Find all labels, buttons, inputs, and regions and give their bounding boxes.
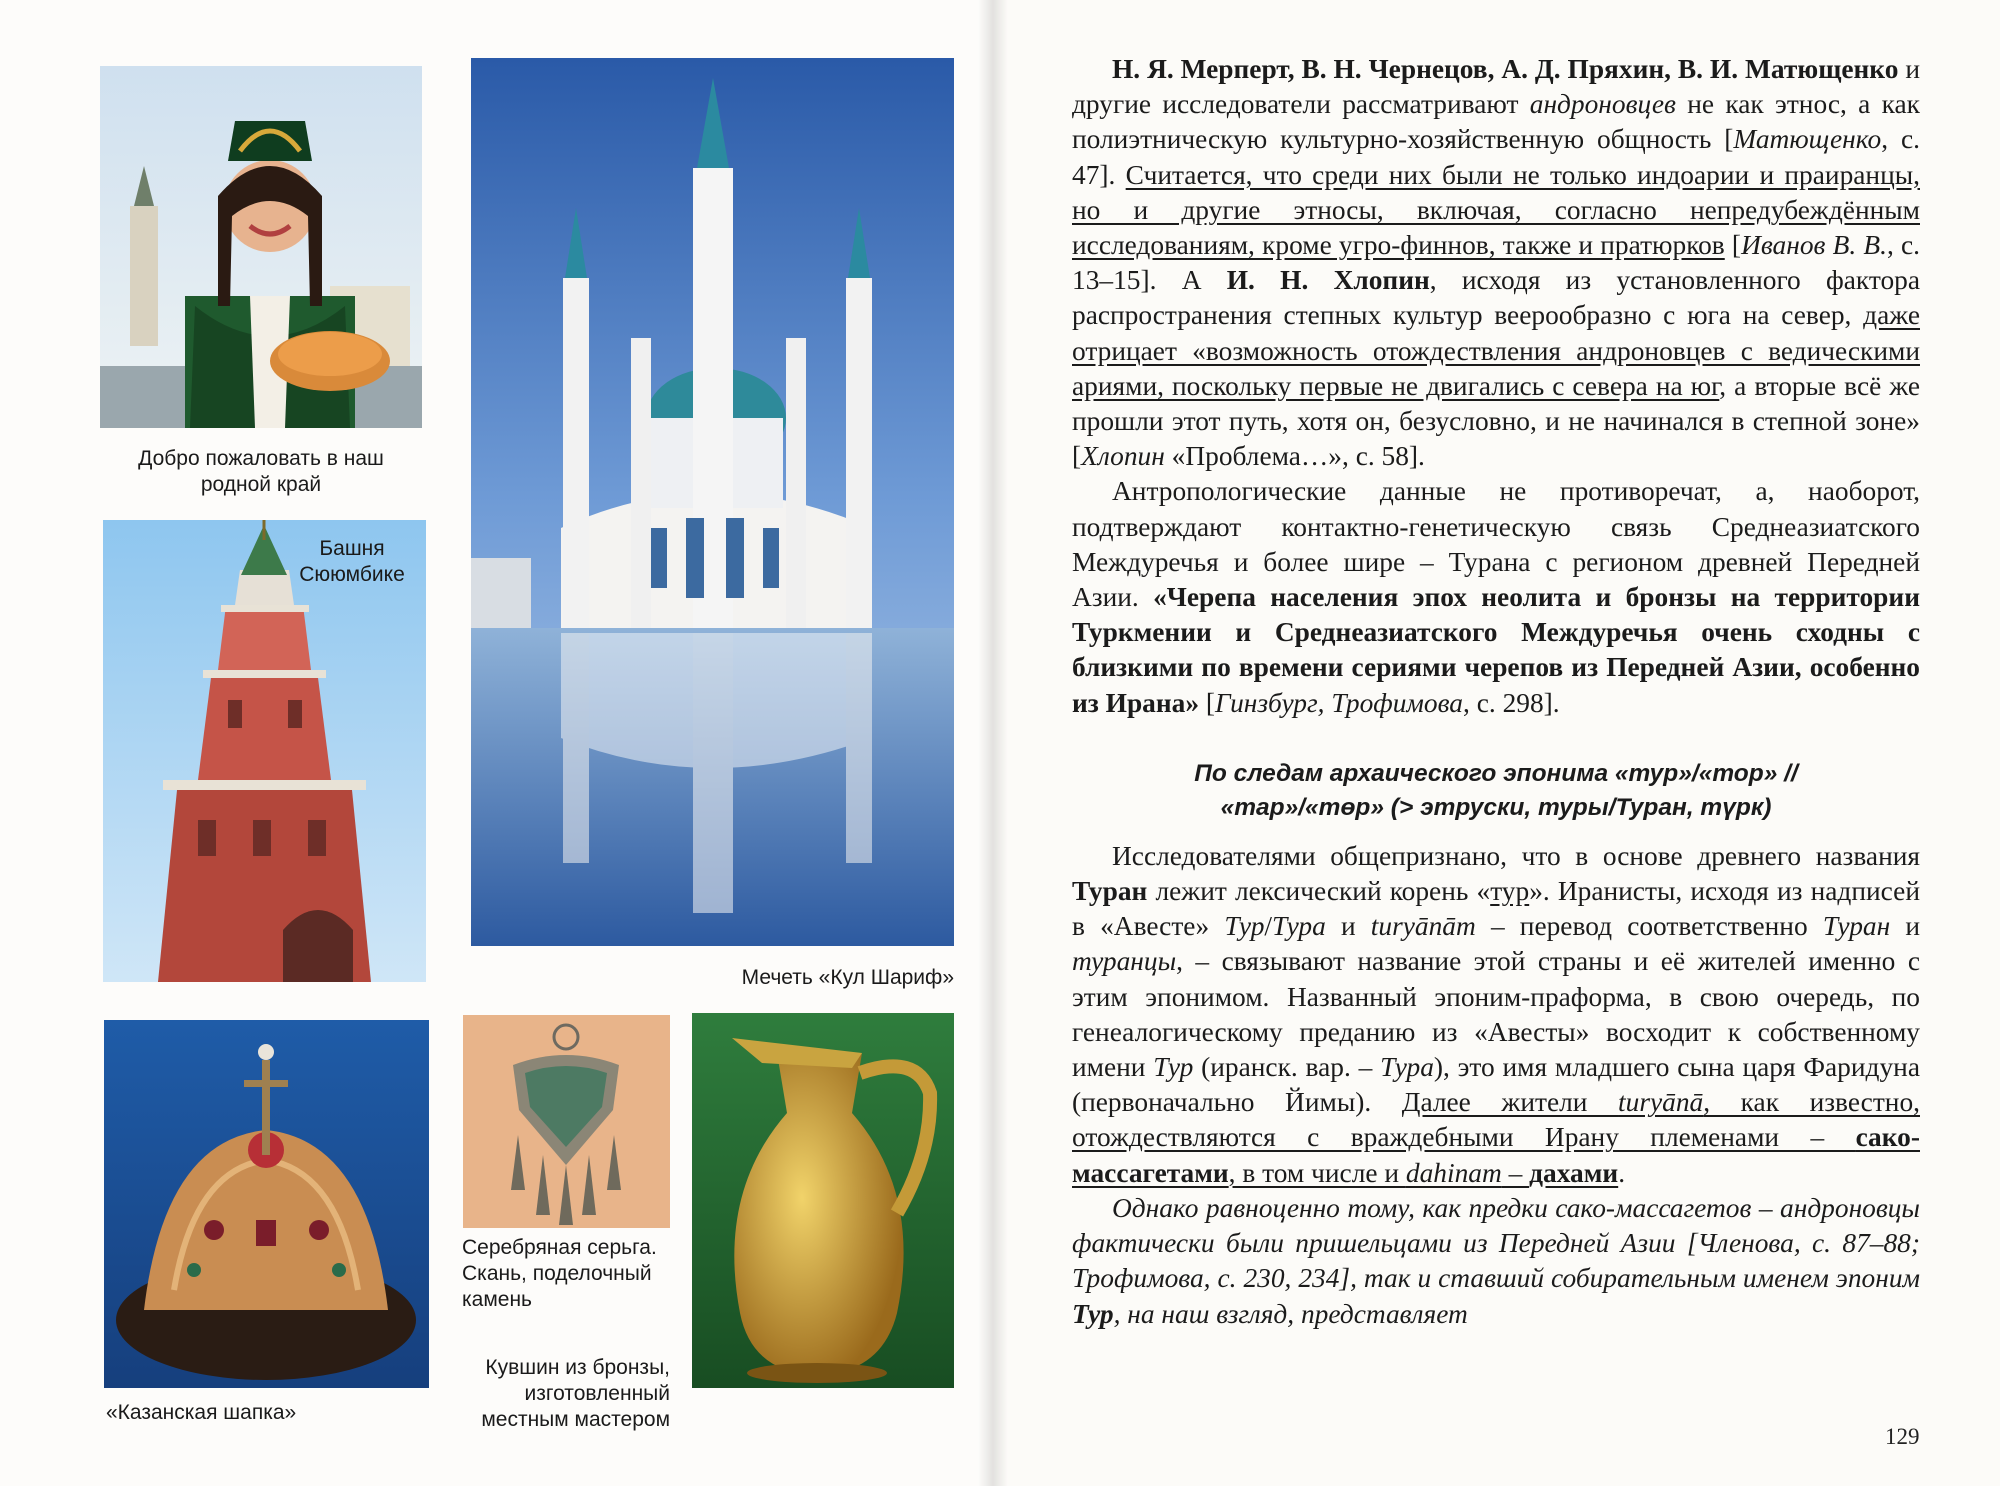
photo-bronze-jug bbox=[692, 1013, 954, 1388]
photo-kul-sharif-mosque bbox=[471, 58, 954, 946]
caption-jug: Кувшин из бронзы, изготовленный местным мастером bbox=[481, 1356, 670, 1431]
photo-silver-earring bbox=[463, 1015, 670, 1228]
caption-mosque: Мечеть «Кул Шариф» bbox=[741, 966, 954, 989]
main-text bbox=[1072, 52, 1920, 1332]
photo-kazan-hat bbox=[104, 1020, 429, 1388]
book-gutter bbox=[978, 0, 1008, 1486]
caption-earring: Серебряная серьга. Скань, поделочный камень bbox=[462, 1236, 657, 1311]
paragraph-4: Однако равноценно тому, как предки сако-массагетов – андроновцы фактически были пришельцами из Передней Азии [Членова, с. 87–88; Трофимова, с. 230, 234], так и ставший собирательным именем эпоним Тур, на наш взгляд, представляет bbox=[1072, 1192, 1920, 1329]
photo-syuyumbike-tower bbox=[103, 520, 426, 982]
paragraph-3: Исследователями общепризнано, что в основе древнего названия Туран лежит лексический корень «тур». Иранисты, исходя из надписей в «Авесте» Тур/Тура и turyānām – перевод соответственно Туран и туранцы, – связывают название этой страны и её жителей именно с этим эпонимом. Названный эпоним-праформа, в свою очередь, по генеалогическому преданию из «Авесты» восходит к собственному имени Тур (иранск. вар. – Тура), это имя младшего сына царя Фаридуна (первоначально Йимы). Далее жители turyānā, как известно, отождествляются с враждебными Ирану племенами – сако-массагетами, в том числе и dahinam – дахами. bbox=[1072, 840, 1921, 1188]
caption-welcome: Добро пожаловать в наш родной край bbox=[138, 447, 384, 496]
page-number: 129 bbox=[1885, 1424, 1920, 1449]
photo-girl-national-costume bbox=[100, 66, 422, 428]
caption-tower: Башня Сююмбике bbox=[299, 537, 405, 586]
section-heading: По следам архаического эпонима «тур»/«тор» // «тар»/«төр» (> этруски, туры/Туран, түрк) bbox=[1194, 759, 1798, 821]
caption-hat: «Казанская шапка» bbox=[106, 1401, 297, 1424]
paragraph-1: Н. Я. Мерперт, В. Н. Чернецов, А. Д. Пряхин, В. И. Матющенко и другие исследователи рассматривают андроновцев не как этнос, а как полиэтническую культурно-хозяйственную общность [Матющенко, с. 47]. Считается, что среди них были не только индоарии и праиранцы, но и другие этносы, включая, согласно непредубеждённым исследованиям, кроме угро-финнов, также и пратюрков [Иванов В. В., с. 13–15]. А И. Н. Хлопин, исходя из установленного фактора распространения степных культур веерообразно с юга на север, даже отрицает «возможность отождествления андроновцев с ведическими ариями, поскольку первые не двигались с севера на юг, а вторые всё же прошли этот путь, хотя он, безусловно, и не начинался в степной зоне» [Хлопин «Проблема…», с. 58]. bbox=[1072, 54, 1920, 472]
paragraph-2: Антропологические данные не противоречат, а, наоборот, подтверждают контактно-генетическую связь Среднеазиатского Междуречья и более шире – Турана с регионом древней Передней Азии. «Черепа населения эпох неолита и бронзы на территории Туркмении и Среднеазиатского Междуречья очень сходны с близкими по времени сериями черепов из Передней Азии, особенно из Ирана» [Гинзбург, Трофимова, с. 298]. bbox=[1072, 476, 1920, 718]
